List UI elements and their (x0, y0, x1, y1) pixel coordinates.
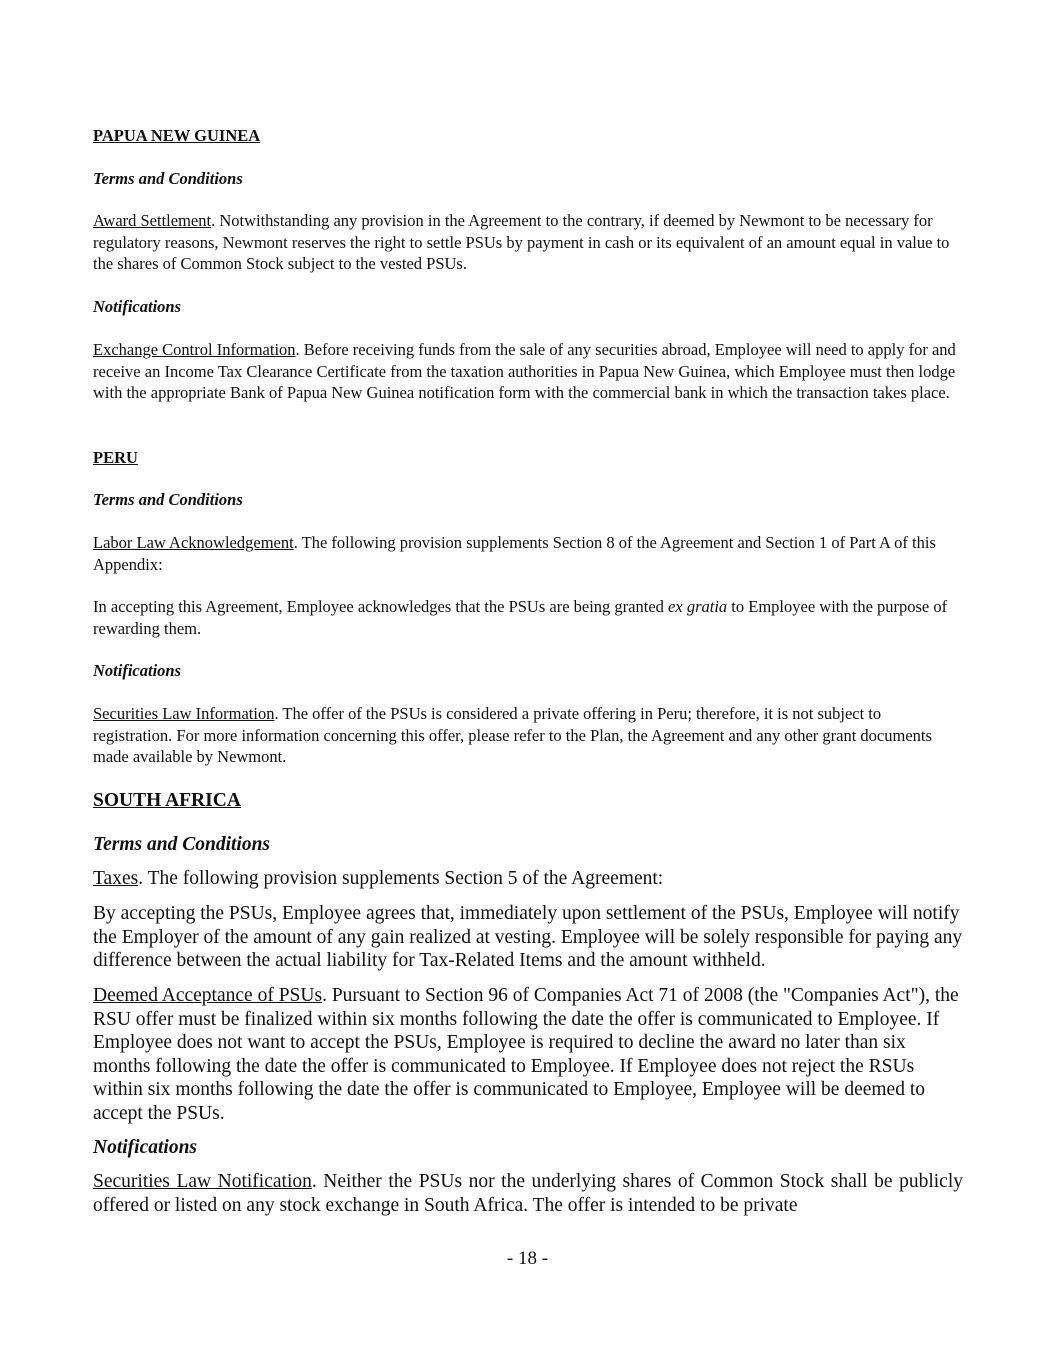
securities-law-notification-text: . Neither the PSUs nor the underlying shares of Common Stock shall be publicly offered or listed on any stock exchange in South Africa. The offer is intended to be private (93, 1171, 963, 1216)
notifications-heading: Notifications (93, 1137, 198, 1158)
exchange-control-title: Exchange Control Information (93, 340, 296, 359)
terms-heading: Terms and Conditions (93, 490, 243, 509)
exchange-control-paragraph (93, 339, 963, 404)
notifications-heading: Notifications (93, 297, 182, 316)
notifications-heading: Notifications (93, 661, 182, 680)
ex-gratia-paragraph: In accepting this Agreement, Employee acknowledges that the PSUs are being granted ex gratia to Employee with the purpose of rewarding them. (93, 597, 948, 638)
exchange-control-text: . Before receiving funds from the sale of any securities abroad, Employee will need to apply for and receive an Income Tax Clearance Certificate from the taxation authorities in Papua New Guinea, which Employee must then lodge with the appropriate Bank of Papua New Guinea notification form with the commercial bank in which the transaction takes place. (93, 340, 956, 402)
taxes-body-paragraph: By accepting the PSUs, Employee agrees that, immediately upon settlement of the PSUs, Employee will notify the Employer of the amount of any gain realized at vesting. Employee will be solely responsible for paying any difference between the actual liability for Tax-Related Items and the amount withheld. (93, 903, 963, 971)
terms-heading: Terms and Conditions (93, 834, 271, 855)
country-heading-south-africa: SOUTH AFRICA (93, 790, 241, 811)
country-heading-papua-new-guinea: PAPUA NEW GUINEA (93, 126, 261, 145)
labor-law-text: . The following provision supplements Section 8 of the Agreement and Section 1 of Part A of this Appendix: (93, 533, 936, 574)
award-settlement-paragraph (93, 210, 963, 275)
page-number: - 18 - (506, 1248, 549, 1269)
securities-law-notification-paragraph (93, 1170, 963, 1217)
deemed-acceptance-text: . Pursuant to Section 96 of Companies Act 71 of 2008 (the "Companies Act"), the RSU offer must be finalized within six months following the date the offer is communicated to Employee. If Employee does not want to accept the PSUs, Employee is required to decline the award no later than six months following the date the offer is communicated to Employee. If Employee does not reject the RSUs within six months following the date the offer is communicated to Employee, Employee will be deemed to accept the PSUs. (93, 985, 959, 1124)
labor-law-paragraph (93, 532, 963, 575)
securities-law-info-paragraph (93, 703, 963, 768)
deemed-acceptance-title: Deemed Acceptance of PSUs (93, 985, 323, 1006)
securities-law-info-title: Securities Law Information (93, 704, 275, 723)
taxes-text: . The following provision supplements Section 5 of the Agreement: (138, 868, 664, 889)
deemed-acceptance-paragraph (93, 984, 963, 1125)
taxes-title: Taxes (93, 868, 139, 889)
taxes-paragraph (93, 867, 963, 891)
securities-law-notification-title: Securities Law Notification (93, 1171, 312, 1192)
terms-heading: Terms and Conditions (93, 169, 243, 188)
country-heading-peru: PERU (93, 448, 138, 467)
award-settlement-text: . Notwithstanding any provision in the Agreement to the contrary, if deemed by Newmont to be necessary for regulatory reasons, Newmont reserves the right to settle PSUs by payment in cash or its equivalent of an amount equal in value to the shares of Common Stock subject to the vested PSUs. (93, 211, 950, 273)
securities-law-info-text: . The offer of the PSUs is considered a private offering in Peru; therefore, it is not subject to registration. For more information concerning this offer, please refer to the Plan, the Agreement and any other grant documents made available by Newmont. (93, 704, 932, 766)
ex-gratia-term: ex gratia (668, 597, 728, 616)
award-settlement-title: Award Settlement (93, 211, 212, 230)
labor-law-title: Labor Law Acknowledgement (93, 533, 294, 552)
